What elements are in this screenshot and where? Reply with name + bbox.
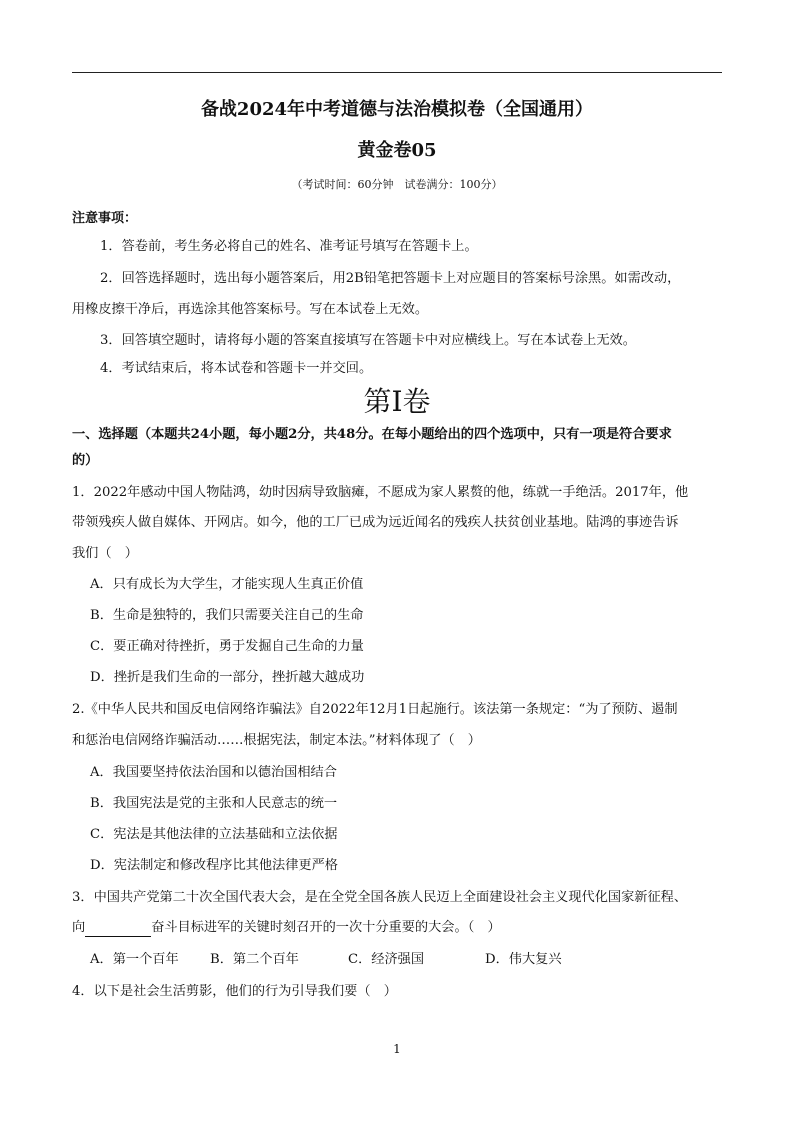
answer-option[interactable]: B．第二个百年 [210,952,299,967]
exam-subtitle: 黄金卷05 [357,140,437,161]
page-number: 1 [393,1042,401,1056]
question-suffix: 奋斗目标进军的关键时刻召开的一次十分重要的大会。（ ） [151,920,501,935]
answer-option[interactable]: C．宪法是其他法律的立法基础和立法依据 [90,827,338,842]
section-instruction: 一、选择题（本题共24小题，每小题2分，共48分。在每小题给出的四个选项中，只有一项是符合要求 [72,427,672,442]
answer-option[interactable]: A．我国要坚持依法治国和以德治国相结合 [90,765,337,780]
notice-item: 用橡皮擦干净后，再选涂其他答案标号。写在本试卷上无效。 [72,302,429,317]
question-text: 和惩治电信网络诈骗活动……根据宪法，制定本法。”材料体现了（ ） [72,733,481,748]
notice-item: 4．考试结束后，将本试卷和答题卡一并交回。 [100,361,373,376]
answer-option[interactable]: C．经济强国 [348,952,425,967]
answer-option[interactable]: C．要正确对待挫折，勇于发掘自己生命的力量 [90,639,364,654]
question-text: 带领残疾人做自媒体、开网店。如今，他的工厂已成为远近闻名的残疾人扶贫创业基地。陆鸿的事迹告诉 [72,515,679,530]
question-text-with-blank [72,919,501,937]
answer-option[interactable]: A．只有成长为大学生，才能实现人生真正价值 [90,577,364,592]
answer-option[interactable]: B．生命是独特的，我们只需要关注自己的生命 [90,608,364,623]
notice-item: 3．回答填空题时，请将每小题的答案直接填写在答题卡中对应横线上。写在本试卷上无效。 [100,333,636,348]
question-text: 4．以下是社会生活剪影，他们的行为引导我们要（ ） [72,984,397,999]
header-rule [72,72,722,73]
section-instruction: 的） [72,453,99,468]
section-title: 第Ⅰ卷 [363,385,431,418]
answer-option[interactable]: D．挫折是我们生命的一部分，挫折越大越成功 [90,670,365,685]
answer-option[interactable]: A．第一个百年 [90,952,179,967]
exam-title: 备战2024年中考道德与法治模拟卷（全国通用） [200,99,594,120]
exam-info: （考试时间：60分钟 试卷满分：100分） [291,178,503,191]
answer-option[interactable]: B．我国宪法是党的主张和人民意志的统一 [90,796,338,811]
notice-heading: 注意事项： [72,211,138,226]
question-text: 1．2022年感动中国人物陆鸿，幼时因病导致脑瘫，不愿成为家人累赘的他，练就一手绝活。2017年，他 [72,485,689,500]
answer-option[interactable]: D．宪法制定和修改程序比其他法律更严格 [90,858,338,873]
notice-item: 2．回答选择题时，选出每小题答案后，用2B铅笔把答题卡上对应题目的答案标号涂黑。如需改动， [100,271,681,286]
question-text: 我们（ ） [72,546,138,561]
options-row [90,951,562,969]
question-text: 3．中国共产党第二十次全国代表大会，是在全党全国各族人民迈上全面建设社会主义现代化国家新征程、 [72,890,688,905]
question-text: 2.《中华人民共和国反电信网络诈骗法》自2022年12月1日起施行。该法第一条规定：“为了预防、遏制 [72,702,678,717]
question-prefix: 向 [72,920,86,935]
fill-in-blank[interactable] [85,922,151,937]
answer-option[interactable]: D．伟大复兴 [485,952,562,967]
notice-item: 1．答卷前，考生务必将自己的姓名、准考证号填写在答题卡上。 [100,239,478,254]
